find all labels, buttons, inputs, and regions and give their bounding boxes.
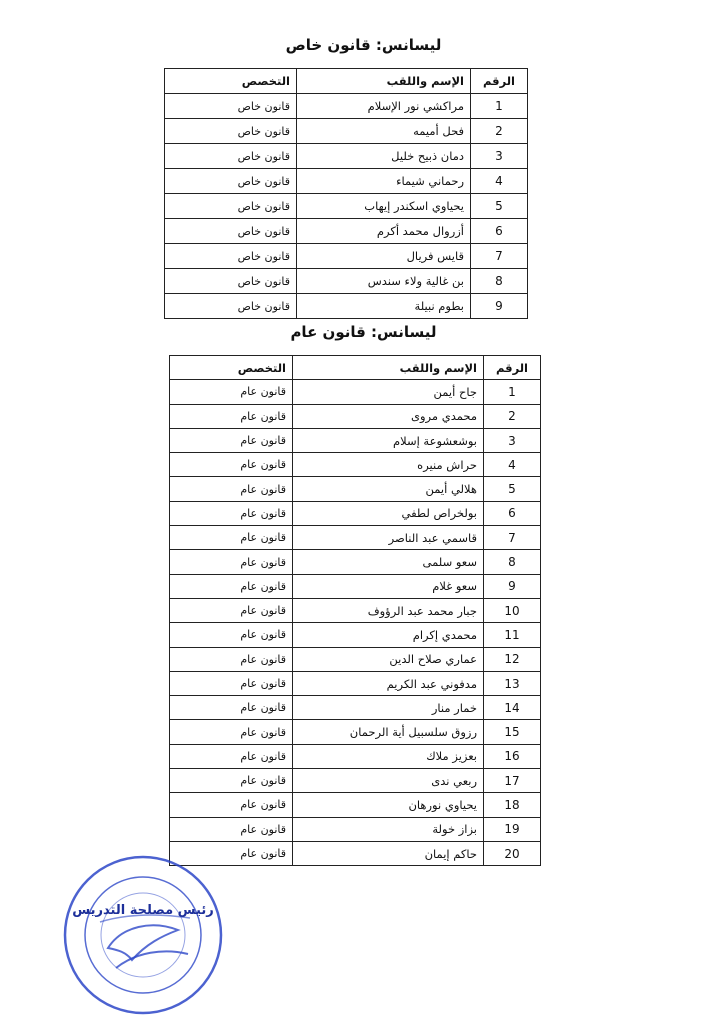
table-row [170, 404, 541, 428]
table-row [170, 720, 541, 744]
specialty: قانون عام [170, 841, 293, 865]
row-number: 8 [471, 269, 528, 294]
table-row [170, 598, 541, 622]
student-name: يحياوي نورهان [293, 793, 484, 817]
row-number: 2 [471, 119, 528, 144]
row-number: 16 [484, 744, 541, 768]
row-number: 6 [484, 501, 541, 525]
table-row [170, 501, 541, 525]
student-name: ربعي ندى [293, 769, 484, 793]
table-row [170, 453, 541, 477]
specialty: قانون عام [170, 647, 293, 671]
specialty: قانون خاص [165, 244, 297, 269]
header-specialty: التخصص [165, 69, 297, 94]
table-row [165, 269, 528, 294]
row-number: 11 [484, 623, 541, 647]
specialty: قانون عام [170, 501, 293, 525]
stamp-signature-text: رئيس مصلحة التدريس [72, 903, 214, 918]
specialty: قانون خاص [165, 219, 297, 244]
table-row [170, 550, 541, 574]
specialty: قانون عام [170, 404, 293, 428]
student-name: بولخراص لطفي [293, 501, 484, 525]
specialty: قانون عام [170, 793, 293, 817]
row-number: 15 [484, 720, 541, 744]
specialty: قانون خاص [165, 119, 297, 144]
row-number: 9 [471, 294, 528, 319]
table-row [170, 744, 541, 768]
specialty: قانون عام [170, 453, 293, 477]
student-name: محمدي مروى [293, 404, 484, 428]
specialty: قانون خاص [165, 94, 297, 119]
specialty: قانون خاص [165, 169, 297, 194]
row-number: 5 [484, 477, 541, 501]
row-number: 1 [471, 94, 528, 119]
row-number: 20 [484, 841, 541, 865]
student-name: هلالي أيمن [293, 477, 484, 501]
specialty: قانون عام [170, 598, 293, 622]
student-name: حاكم إيمان [293, 841, 484, 865]
specialty: قانون خاص [165, 144, 297, 169]
row-number: 7 [471, 244, 528, 269]
table-row [170, 623, 541, 647]
student-name: محمدي إكرام [293, 623, 484, 647]
student-name: عماري صلاح الدين [293, 647, 484, 671]
specialty: قانون خاص [165, 294, 297, 319]
student-name: بعزيز ملاك [293, 744, 484, 768]
specialty: قانون عام [170, 744, 293, 768]
table-row [170, 671, 541, 695]
table-row [165, 144, 528, 169]
student-name: رحماني شيماء [297, 169, 471, 194]
student-name: بطوم نبيلة [297, 294, 471, 319]
student-name: دمان ذبيح خليل [297, 144, 471, 169]
table-row [170, 647, 541, 671]
header-name: الإسم واللقب [293, 356, 484, 380]
row-number: 19 [484, 817, 541, 841]
student-name: سعو غلام [293, 574, 484, 598]
row-number: 3 [484, 428, 541, 452]
private-law-table [164, 68, 528, 319]
specialty: قانون خاص [165, 269, 297, 294]
specialty: قانون عام [170, 380, 293, 404]
table-header-row [165, 69, 528, 94]
row-number: 5 [471, 194, 528, 219]
specialty: قانون عام [170, 817, 293, 841]
table-row [170, 817, 541, 841]
table-row [170, 696, 541, 720]
table-row [165, 294, 528, 319]
table-row [165, 119, 528, 144]
student-name: بوشعشوعة إسلام [293, 428, 484, 452]
student-name: مراكشي نور الإسلام [297, 94, 471, 119]
row-number: 13 [484, 671, 541, 695]
row-number: 10 [484, 598, 541, 622]
row-number: 3 [471, 144, 528, 169]
section-title-private-law: ليسانس: قانون خاص [285, 36, 442, 54]
row-number: 9 [484, 574, 541, 598]
row-number: 2 [484, 404, 541, 428]
specialty: قانون عام [170, 550, 293, 574]
header-specialty: التخصص [170, 356, 293, 380]
specialty: قانون عام [170, 428, 293, 452]
row-number: 1 [484, 380, 541, 404]
row-number: 12 [484, 647, 541, 671]
student-name: حراش منيره [293, 453, 484, 477]
student-name: يحياوي اسكندر إيهاب [297, 194, 471, 219]
specialty: قانون عام [170, 623, 293, 647]
official-stamp [60, 852, 226, 1018]
specialty: قانون عام [170, 769, 293, 793]
student-name: قاسمي عبد الناصر [293, 526, 484, 550]
table-row [170, 380, 541, 404]
student-name: بزاز خولة [293, 817, 484, 841]
row-number: 17 [484, 769, 541, 793]
public-law-table [169, 355, 541, 866]
specialty: قانون عام [170, 720, 293, 744]
header-number: الرقم [471, 69, 528, 94]
row-number: 18 [484, 793, 541, 817]
student-name: جاح أيمن [293, 380, 484, 404]
student-name: أزروال محمد أكرم [297, 219, 471, 244]
student-name: سعو سلمى [293, 550, 484, 574]
row-number: 4 [471, 169, 528, 194]
student-name: خمار منار [293, 696, 484, 720]
student-name: جبار محمد عبد الرؤوف [293, 598, 484, 622]
header-name: الإسم واللقب [297, 69, 471, 94]
table-row [170, 574, 541, 598]
header-number: الرقم [484, 356, 541, 380]
table-row [165, 194, 528, 219]
table-row [165, 219, 528, 244]
student-name: قايس فريال [297, 244, 471, 269]
table-row [165, 244, 528, 269]
row-number: 14 [484, 696, 541, 720]
student-name: مدفوني عبد الكريم [293, 671, 484, 695]
section-title-public-law: ليسانس: قانون عام [290, 323, 437, 341]
table-row [170, 793, 541, 817]
row-number: 7 [484, 526, 541, 550]
student-name: بن غالية ولاء سندس [297, 269, 471, 294]
specialty: قانون عام [170, 671, 293, 695]
table-row [170, 477, 541, 501]
specialty: قانون عام [170, 477, 293, 501]
specialty: قانون عام [170, 574, 293, 598]
table-row [170, 769, 541, 793]
table-row [165, 169, 528, 194]
table-row [170, 428, 541, 452]
row-number: 4 [484, 453, 541, 477]
row-number: 8 [484, 550, 541, 574]
specialty: قانون خاص [165, 194, 297, 219]
table-header-row [170, 356, 541, 380]
specialty: قانون عام [170, 696, 293, 720]
specialty: قانون عام [170, 526, 293, 550]
student-name: رزوق سلسبيل أية الرحمان [293, 720, 484, 744]
student-name: فحل أميمه [297, 119, 471, 144]
table-row [165, 94, 528, 119]
row-number: 6 [471, 219, 528, 244]
table-row [170, 526, 541, 550]
